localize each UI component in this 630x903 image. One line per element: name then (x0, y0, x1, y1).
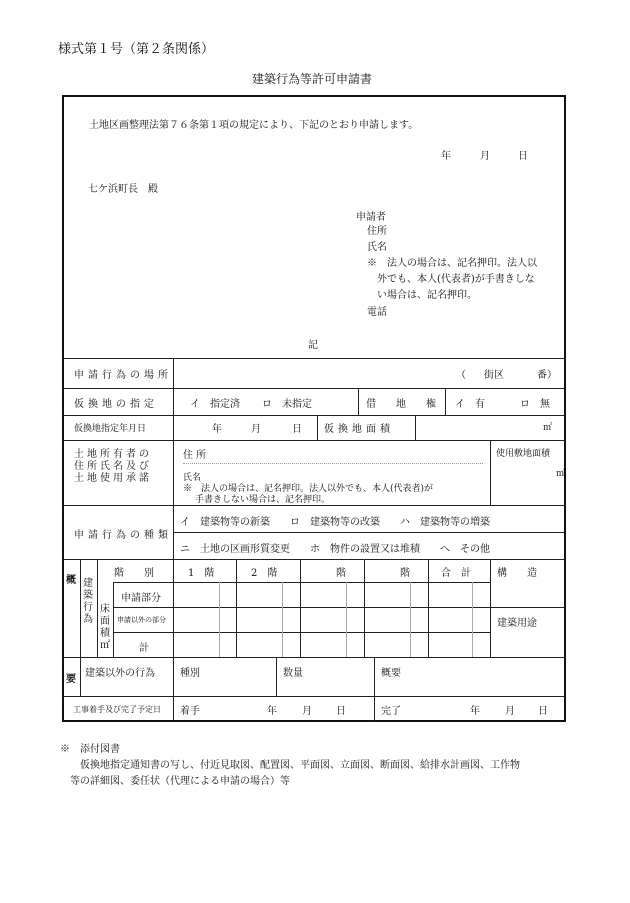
addressee: 七ケ浜町長 殿 (88, 184, 158, 195)
kind-label[interactable]: 種別 (180, 668, 200, 679)
divider (445, 388, 446, 415)
divider (63, 559, 564, 560)
divider (63, 358, 564, 359)
location-number-label: 番） (537, 370, 557, 381)
sub-divider (219, 582, 220, 657)
divider (428, 559, 429, 657)
provisional-option-undesignated[interactable]: ロ 未指定 (262, 399, 312, 410)
schedule-end-day[interactable]: 日 (538, 706, 548, 717)
summary-you: 要 (66, 674, 76, 685)
char: 面 (100, 616, 110, 627)
char: 築 (83, 590, 93, 601)
usage-label: 建築用途 (497, 618, 537, 629)
char: 為 (83, 614, 93, 625)
provisional-area-field[interactable] (418, 417, 538, 439)
location-field[interactable] (176, 360, 456, 386)
lease-option-no[interactable]: ロ 無 (520, 399, 550, 410)
divider (63, 696, 564, 697)
divider (63, 505, 564, 506)
divider (364, 559, 365, 657)
divider (236, 559, 237, 657)
owner-label-2: 住所氏名及び (74, 461, 152, 472)
provisional-option-designated[interactable]: イ 指定済 (190, 399, 240, 410)
char: 行 (83, 602, 93, 613)
provisional-label: 仮換地の指定 (74, 399, 158, 410)
schedule-start-year[interactable]: 年 (267, 706, 277, 717)
schedule-label: 工事着手及び完了予定日 (73, 705, 161, 714)
provisional-date-year[interactable]: 年 (212, 424, 222, 435)
building-act-label (83, 578, 95, 626)
provisional-area-unit: ㎡ (543, 423, 553, 433)
sub-divider (410, 582, 411, 657)
form-number: 様式第１号（第２条関係） (58, 42, 215, 57)
owner-name-label[interactable]: 氏名 (183, 473, 202, 483)
lease-label: 借 地 権 (366, 399, 436, 410)
sub-divider (346, 582, 347, 657)
floor-col-total: 合 計 (441, 568, 471, 579)
applicant-phone-label[interactable]: 電話 (367, 307, 387, 318)
divider (276, 657, 277, 696)
divider (490, 440, 491, 505)
schedule-start-day[interactable]: 日 (336, 706, 346, 717)
provisional-date-month[interactable]: 月 (251, 424, 261, 435)
location-block-label: 街区 (484, 370, 504, 381)
attachments-line-1: 仮換地指定通知書の写し、付近見取図、配置図、平面図、立面図、断面図、給排水計画図、工作物 (80, 760, 520, 771)
sub-divider (282, 582, 283, 657)
divider (300, 559, 301, 657)
divider (173, 532, 564, 533)
provisional-date-day[interactable]: 日 (292, 424, 302, 435)
ki-label: 記 (308, 340, 318, 351)
type-options-1[interactable]: イ 建築物等の新築 ロ 建築物等の改築 ハ 建築物等の増築 (180, 517, 490, 528)
owner-note-2: 手書きしない場合は、記名押印。 (195, 495, 331, 505)
attachments-title: ※ 添付図書 (60, 744, 120, 755)
schedule-end-year[interactable]: 年 (470, 706, 480, 717)
divider (63, 388, 564, 389)
row-total-label: 計 (139, 643, 149, 654)
floor-col-2: 2 階 (251, 568, 278, 579)
summary-gai: 概 (66, 575, 76, 586)
applicant-note-3: い場合は、記名押印。 (377, 290, 477, 301)
divider (317, 415, 318, 440)
char: 建 (83, 578, 93, 589)
applicant-note-1: ※ 法人の場合は、記名押印。法人以 (367, 258, 537, 269)
divider (113, 632, 490, 633)
divider (113, 582, 114, 657)
applicant-label: 申請者 (356, 212, 386, 223)
lease-option-yes[interactable]: イ 有 (455, 399, 485, 410)
divider (63, 415, 564, 416)
owner-label-3: 土地使用承諾 (74, 473, 152, 484)
provisional-area-label: 仮換地面積 (324, 424, 394, 435)
floor-col-1: 1 階 (188, 568, 215, 579)
applicant-note-2: 外でも、本人(代表者)が手書きしな (377, 274, 535, 285)
floor-col-3: 階 (336, 568, 346, 579)
divider (374, 657, 375, 721)
char: 床 (100, 604, 110, 615)
location-label: 申請行為の場所 (74, 370, 172, 381)
applicant-address-label[interactable]: 住所 (367, 226, 387, 237)
divider (97, 559, 98, 657)
divider (415, 415, 416, 440)
owner-label-1: 土地所有者の (74, 449, 152, 460)
divider (490, 559, 491, 657)
row-other-label: 申請以外の部分 (117, 616, 166, 624)
owner-note-1: ※ 法人の場合は、記名押印。法人以外でも、本人(代表者)が (183, 484, 434, 494)
date-day-label: 日 (518, 151, 528, 162)
date-month-label: 月 (480, 151, 490, 162)
attachments-line-2: 等の詳細図、委任状（代理による申請の場合）等 (70, 776, 290, 787)
date-year-label: 年 (441, 151, 451, 162)
char: ㎡ (100, 640, 110, 651)
owner-address-label[interactable]: 住 所 (183, 450, 207, 461)
schedule-end-label[interactable]: 完了 (381, 706, 401, 717)
site-area-unit: ㎡ (556, 469, 566, 479)
type-options-2[interactable]: ニ 土地の区画形質変更 ホ 物件の設置又は堆積 へ その他 (180, 544, 490, 555)
applicant-name-label[interactable]: 氏名 (367, 242, 387, 253)
location-paren: （ (456, 370, 466, 381)
divider (358, 388, 359, 415)
floor-area-label (100, 604, 112, 652)
provisional-date-label: 仮換地指定年月日 (74, 424, 147, 434)
quantity-label[interactable]: 数量 (283, 668, 303, 679)
divider (80, 559, 81, 696)
divider (173, 358, 174, 720)
sub-divider (472, 582, 473, 657)
schedule-start-month[interactable]: 月 (302, 706, 312, 717)
divider (113, 582, 490, 583)
intro-statement: 土地区画整理法第７６条第１項の規定により、下記のとおり申請します。 (89, 120, 419, 131)
owner-dotted-line (183, 463, 483, 464)
char: 積 (100, 628, 110, 639)
divider (113, 607, 564, 608)
divider (63, 440, 564, 441)
overview-label[interactable]: 概要 (381, 668, 401, 679)
divider (63, 657, 564, 658)
type-label: 申請行為の種類 (74, 530, 172, 541)
schedule-end-month[interactable]: 月 (505, 706, 515, 717)
row-applied-label: 申請部分 (121, 593, 161, 604)
floor-col-4: 階 (400, 568, 410, 579)
form-title: 建築行為等許可申請書 (252, 72, 373, 86)
non-building-label: 建築以外の行為 (85, 668, 155, 679)
site-area-label: 使用敷地面積 (496, 449, 551, 459)
schedule-start-label[interactable]: 着手 (180, 706, 200, 717)
structure-label: 構 造 (497, 568, 537, 579)
floor-header: 階 別 (114, 568, 154, 579)
